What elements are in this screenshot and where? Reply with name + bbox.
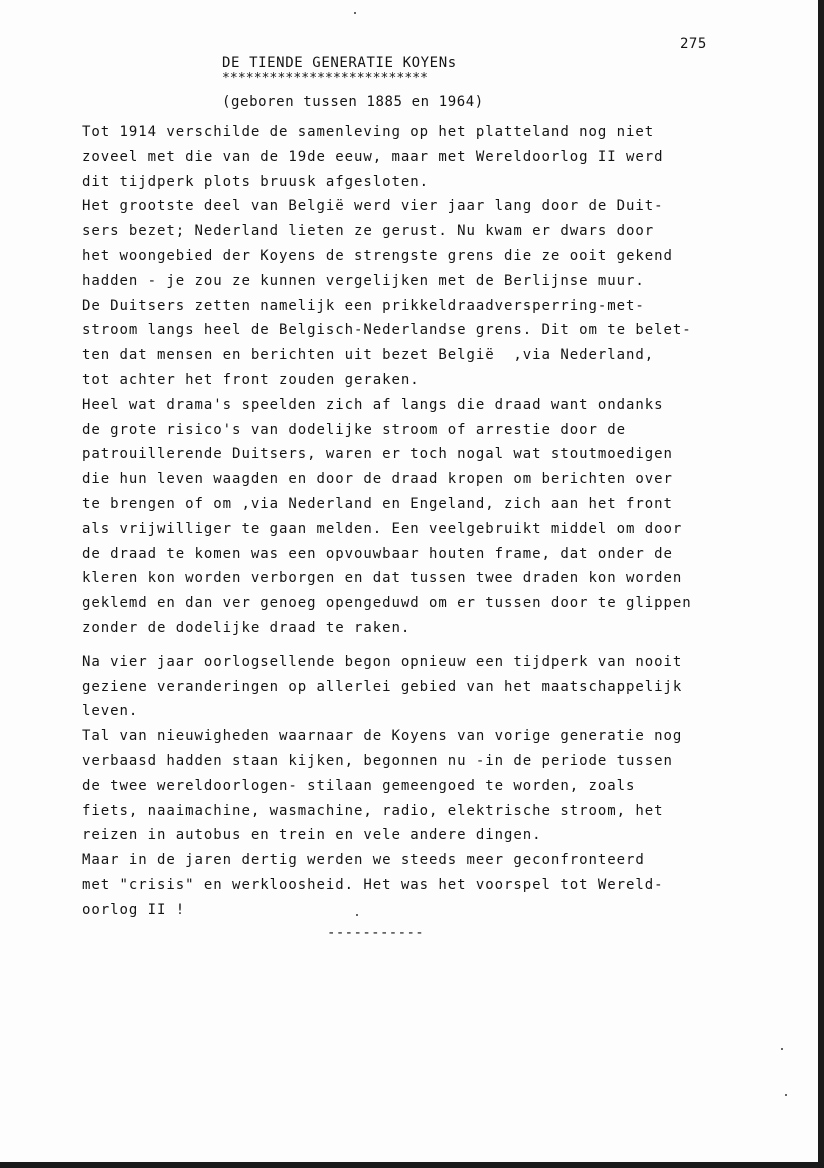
end-divider: ----------- (327, 925, 425, 941)
text-line: verbaasd hadden staan kijken, begonnen nu -in de periode tussen (82, 752, 673, 769)
text-line: fiets, naaimachine, wasmachine, radio, elektrische stroom, het (82, 802, 664, 819)
text-line: sers bezet; Nederland lieten ze gerust. Nu kwam er dwars door (82, 223, 655, 240)
text-line: Tot 1914 verschilde de samenleving op het platteland nog niet (82, 124, 655, 140)
scan-speck (785, 1094, 787, 1096)
text-line: Maar in de jaren dertig werden we steeds meer geconfronteerd (82, 852, 645, 869)
text-line: als vrijwilliger te gaan melden. Een veelgebruikt middel om door (82, 520, 683, 537)
body-text (82, 120, 782, 923)
scan-edge-bottom (0, 1162, 824, 1168)
text-line: De Duitsers zetten namelijk een prikkeldraadversperring-met- (82, 297, 645, 314)
text-line: oorlog II ! (82, 901, 186, 918)
paragraph-gap (82, 641, 782, 650)
scan-speck (356, 914, 358, 916)
text-line: zoveel met die van de 19de eeuw, maar met Wereldoorlog II werd (82, 148, 664, 165)
paragraph (82, 120, 782, 641)
scan-speck (354, 12, 356, 14)
text-line: dit tijdperk plots bruusk afgesloten. (82, 173, 430, 190)
text-line: met "crisis" en werkloosheid. Het was het voorspel tot Wereld- (82, 876, 664, 893)
text-line: patrouillerende Duitsers, waren er toch nogal wat stoutmoedigen (82, 446, 673, 463)
text-line: te brengen of om ,via Nederland en Engeland, zich aan het front (82, 495, 673, 512)
text-line: de twee wereldoorlogen- stilaan gemeengoed te worden, zoals (82, 777, 636, 794)
text-line: stroom langs heel de Belgisch-Nederlandse grens. Dit om te belet- (82, 322, 692, 339)
text-line: reizen in autobus en trein en vele andere dingen. (82, 827, 542, 844)
text-line: geziene veranderingen op allerlei gebied van het maatschappelijk (82, 678, 683, 695)
chapter-subtitle: (geboren tussen 1885 en 1964) (222, 94, 484, 110)
text-line: geklemd en dan ver genoeg opengeduwd om er tussen door te glippen (82, 595, 692, 612)
text-line: hadden - je zou ze kunnen vergelijken met de Berlijnse muur. (82, 272, 645, 289)
scan-speck (781, 1048, 783, 1050)
text-line: leven. (82, 703, 139, 720)
text-line: Heel wat drama's speelden zich af langs die draad want ondanks (82, 396, 664, 413)
paragraph (82, 650, 782, 923)
text-line: Het grootste deel van België werd vier jaar lang door de Duit- (82, 198, 664, 215)
text-line: kleren kon worden verborgen en dat tussen twee draden kon worden (82, 570, 683, 587)
text-line: ten dat mensen en berichten uit bezet België ,via Nederland, (82, 347, 655, 364)
page-number: 275 (680, 36, 707, 52)
text-line: Tal van nieuwigheden waarnaar de Koyens van vorige generatie nog (82, 728, 683, 745)
text-line: tot achter het front zouden geraken. (82, 371, 420, 388)
text-line: die hun leven waagden en door de draad kropen om berichten over (82, 471, 673, 488)
chapter-title: DE TIENDE GENERATIE KOYENs (222, 55, 457, 71)
text-line: het woongebied der Koyens de strengste grens die ze ooit gekend (82, 247, 673, 264)
text-line: de grote risico's van dodelijke stroom of arrestie door de (82, 421, 626, 438)
text-line: de draad te komen was een opvouwbaar houten frame, dat onder de (82, 545, 673, 562)
text-line: zonder de dodelijke draad te raken. (82, 619, 411, 636)
title-underline-stars: ************************** (222, 71, 429, 86)
text-line: Na vier jaar oorlogsellende begon opnieuw een tijdperk van nooit (82, 653, 683, 670)
scan-edge-right (818, 0, 824, 1168)
